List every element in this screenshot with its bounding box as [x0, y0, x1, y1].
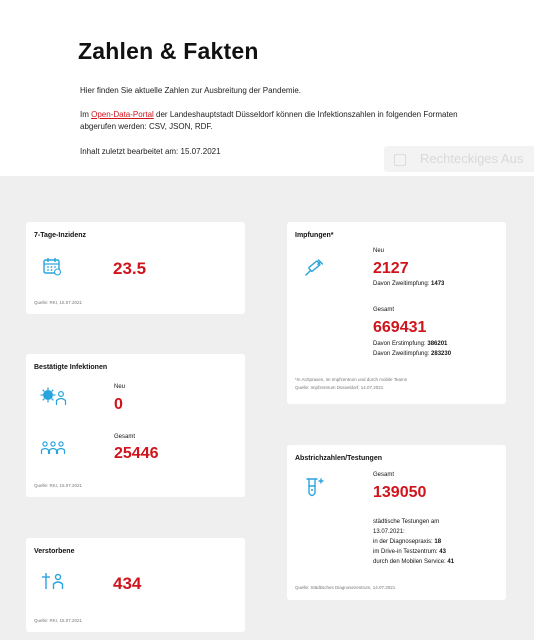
tests-line5-value: 41: [447, 559, 455, 565]
group-icon: [40, 440, 66, 456]
virus-person-icon: [40, 387, 68, 407]
last-edited: Inhalt zuletzt bearbeitet am: 15.07.2021: [80, 147, 221, 156]
deaths-source: Quelle: RKI, 15.07.2021: [34, 618, 83, 623]
vaccinations-new-value: 2127: [373, 260, 409, 277]
tests-line5-label: durch den Mobilen Service:: [373, 559, 446, 565]
calendar-icon: [42, 256, 62, 276]
vaccinations-total-first: [373, 341, 447, 347]
infections-total-label: Gesamt: [114, 434, 136, 440]
infections-new-value: 0: [114, 396, 123, 413]
vaccinations-card: [287, 222, 506, 404]
tests-line4-value: 43: [439, 549, 446, 555]
page-title: Zahlen & Fakten: [78, 38, 259, 64]
rectangular-capture-button[interactable]: [384, 146, 534, 172]
test-tube-icon: [305, 477, 325, 499]
vaccinations-source: Quelle: Impfzentrum Düsseldorf, 14.07.2021: [295, 385, 384, 390]
stats-area: [0, 176, 534, 640]
infections-card: [26, 354, 245, 497]
vaccinations-new-label: Neu: [373, 248, 385, 254]
portal-suffix: der Landeshauptstadt Düsseldorf können die Infektionszahlen in folgenden Formaten abgerufen werden: CSV, JSON, RDF.: [80, 110, 458, 131]
vaccinations-new-second: [373, 281, 444, 287]
deaths-card: [26, 538, 245, 632]
portal-prefix: Im: [80, 110, 92, 119]
tests-line3: [373, 539, 441, 545]
incidence-source: Quelle: RKI, 15.07.2021: [34, 300, 83, 305]
infections-new-label: Neu: [114, 384, 126, 390]
new-second-label: Davon Zweitimpfung:: [373, 281, 430, 287]
total-first-label: Davon Erstimpfung:: [373, 341, 426, 347]
incidence-card: [26, 222, 245, 314]
portal-text: [80, 109, 460, 133]
tests-line4: [373, 549, 446, 555]
deaths-value: 434: [113, 574, 142, 593]
tests-source: Quelle: Städtisches Diagnosezentrum, 14.07.2021: [295, 585, 396, 590]
vaccinations-title: Impfungen*: [295, 232, 334, 239]
incidence-title: 7-Tage-Inzidenz: [34, 232, 86, 239]
vaccinations-total-second: [373, 351, 451, 357]
infections-source: Quelle: RKI, 15.07.2021: [34, 483, 83, 488]
tests-line1: städtische Testungen am: [373, 519, 440, 525]
intro-section: [0, 0, 534, 176]
intro-text: Hier finden Sie aktuelle Zahlen zur Ausbreitung der Pandemie.: [80, 86, 302, 95]
tests-line5: [373, 559, 454, 565]
tests-total-label: Gesamt: [373, 472, 395, 478]
tests-total-value: 139050: [373, 484, 427, 501]
infections-title: Bestätigte Infektionen: [34, 364, 108, 371]
tests-card: [287, 445, 506, 600]
tests-line4-label: im Drive-in Testzentrum:: [373, 549, 438, 555]
open-data-portal-link[interactable]: Open-Data-Portal: [91, 110, 154, 119]
infections-total-value: 25446: [114, 445, 159, 462]
cross-person-icon: [41, 571, 65, 591]
tests-line2: 13.07.2021:: [373, 529, 405, 535]
tests-title: Abstrichzahlen/Testungen: [295, 455, 382, 462]
syringe-icon: [303, 258, 325, 278]
total-second-value: 283230: [431, 351, 452, 357]
tests-line3-value: 18: [434, 539, 442, 545]
incidence-value: 23.5: [113, 259, 147, 278]
total-first-value: 386201: [427, 341, 448, 347]
vaccinations-total-label: Gesamt: [373, 307, 395, 313]
vaccinations-footnote: *In Arztpraxen, im Impfzentrum und durch mobile Teams: [295, 377, 407, 382]
capture-icon: [394, 154, 406, 166]
tests-line3-label: in der Diagnosepraxis:: [373, 539, 433, 545]
total-second-label: Davon Zweitimpfung:: [373, 351, 430, 357]
deaths-title: Verstorbene: [34, 548, 75, 555]
vaccinations-total-value: 669431: [373, 319, 427, 336]
capture-label: Rechteckiges Aus: [420, 151, 524, 166]
new-second-value: 1473: [431, 281, 445, 287]
